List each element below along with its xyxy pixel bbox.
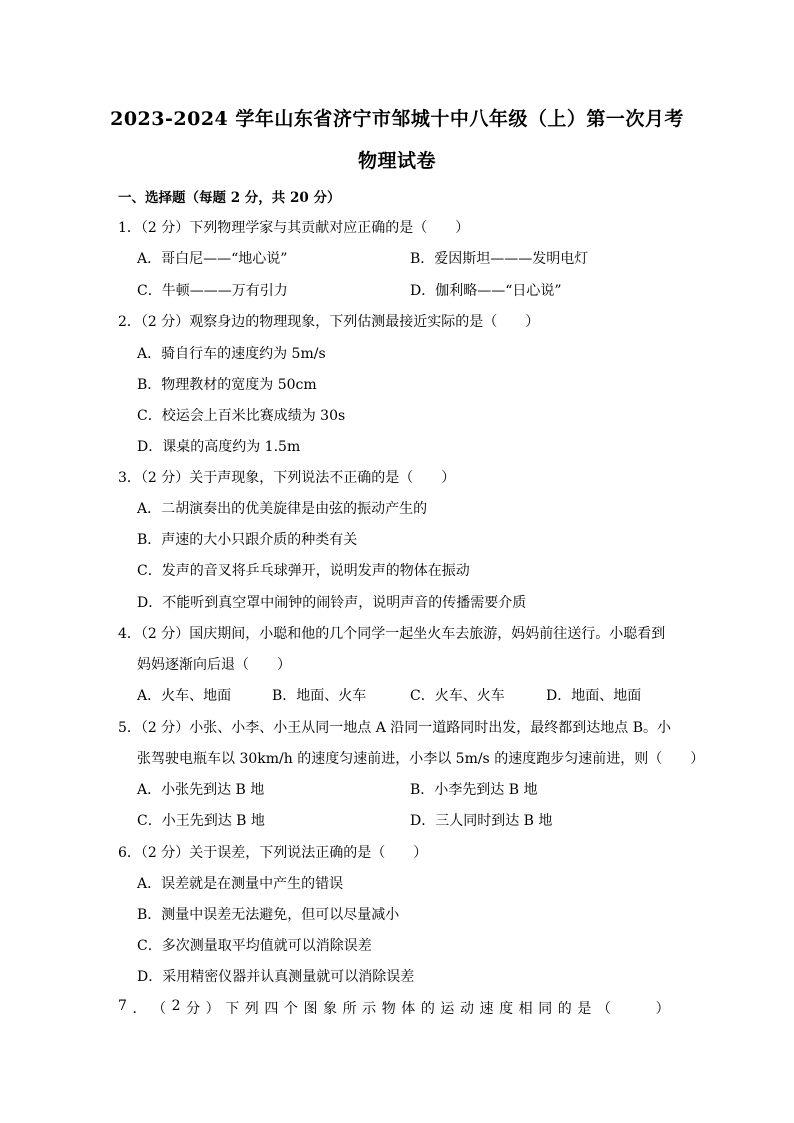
q2-stem: 2．（2 分）观察身边的物理现象，下列估测最接近实际的是（ ） [118,314,540,330]
q5-stem-line1: 5．（2 分）小张、小李、小王从同一地点 A 沿同一道路同时出发，最终都到达地点 B。小 [118,720,672,736]
q7-char: ） [205,1001,220,1017]
q2-option-d: D．课桌的高度约为 1.5m [137,439,301,455]
exam-title-line1: 2023-2024 学年山东省济宁市邹城十中八年级（上）第一次月考 [110,108,684,130]
section-heading: 一、选择题（每题 2 分，共 20 分） [118,190,341,206]
q3-option-c: C．发声的音叉将乒乓球弹开，说明发声的物体在振动 [137,563,470,579]
q5-option-b: B．小李先到达 B 地 [410,782,538,798]
q1-option-c: C．牛顿———万有引力 [137,283,288,299]
q5-option-a: A．小张先到达 B 地 [137,782,265,798]
q7-char: 物 [381,1001,396,1017]
q7-char: 体 [401,1001,416,1017]
q7-char: 的 [557,1001,572,1017]
q7-char: （ [596,1001,611,1017]
q6-option-d: D．采用精密仪器并认真测量就可以消除误差 [137,969,415,985]
q3-option-b: B．声速的大小只跟介质的种类有关 [137,532,358,548]
q7-char: 速 [479,1001,494,1017]
q2-option-c: C．校运会上百米比赛成绩为 30s [137,408,346,424]
q7-char: 个 [283,1001,298,1017]
q7-char [636,998,650,1018]
q5-option-c: C．小王先到达 B 地 [137,813,265,829]
q6-option-a: A．误差就是在测量中产生的错误 [137,876,344,892]
q7-char: 度 [499,1001,514,1017]
q7-char: 动 [459,1001,474,1017]
q3-option-a: A．二胡演奏出的优美旋律是由弦的振动产生的 [137,501,428,517]
q7-char: 所 [342,1001,357,1017]
q7-stem [118,998,670,1018]
q7-char: 的 [420,1001,435,1017]
q7-char: 四 [264,1001,279,1017]
q7-char: 运 [440,1001,455,1017]
q7-char: 象 [323,1001,338,1017]
q4-option-c: C．火车、火车 [410,688,505,704]
q7-char [616,998,630,1018]
q7-char: ） [655,1001,670,1017]
q5-option-d: D．三人同时到达 B 地 [410,813,553,829]
q7-char: ． [132,1001,147,1017]
q3-option-d: D．不能听到真空罩中闹钟的闹铃声，说明声音的传播需要介质 [137,595,527,611]
exam-title-line2: 物理试卷 [357,150,436,172]
q4-option-d: D．地面、地面 [546,688,642,704]
q7-char: 图 [303,1001,318,1017]
q7-char: 示 [362,1001,377,1017]
q6-option-c: C．多次测量取平均值就可以消除误差 [137,938,372,954]
q7-char: 分 [186,1001,201,1017]
q7-char: 列 [244,1001,259,1017]
q7-char: （ [152,1001,167,1017]
q4-option-a: A．火车、地面 [137,688,232,704]
q7-char: 是 [577,1001,592,1017]
q4-stem-line1: 4．（2 分）国庆期间，小聪和他的几个同学一起坐火车去旅游，妈妈前往送行。小聪看到 [118,626,666,642]
q7-char: 相 [518,1001,533,1017]
q1-stem: 1．（2 分）下列物理学家与其贡献对应正确的是（ ） [118,220,470,236]
q1-option-a: A．哥白尼——“地心说” [137,251,288,267]
q4-option-b: B．地面、火车 [272,688,367,704]
q7-char: 同 [538,1001,553,1017]
q4-stem-line2: 妈妈逐渐向后退（ ） [137,657,291,673]
q7-char: 7 [118,998,127,1014]
q2-option-b: B．物理教材的宽度为 50cm [137,377,317,393]
q6-option-b: B．测量中误差无法避免，但可以尽量减小 [137,907,400,923]
q6-stem: 6．（2 分）关于误差，下列说法正确的是（ ） [118,845,428,861]
q1-option-b: B．爱因斯坦———发明电灯 [410,251,589,267]
q7-char: 2 [171,998,181,1014]
q5-stem-line2: 张驾驶电瓶车以 30km/h 的速度匀速前进，小李以 5m/s 的速度跑步匀速前进，则（ ） [137,751,705,767]
q2-option-a: A．骑自行车的速度约为 5m/s [137,346,326,362]
q3-stem: 3．（2 分）关于声现象，下列说法不正确的是（ ） [118,470,456,486]
q1-option-d: D．伽利略——“日心说” [410,283,562,299]
q7-char: 下 [225,1001,240,1017]
